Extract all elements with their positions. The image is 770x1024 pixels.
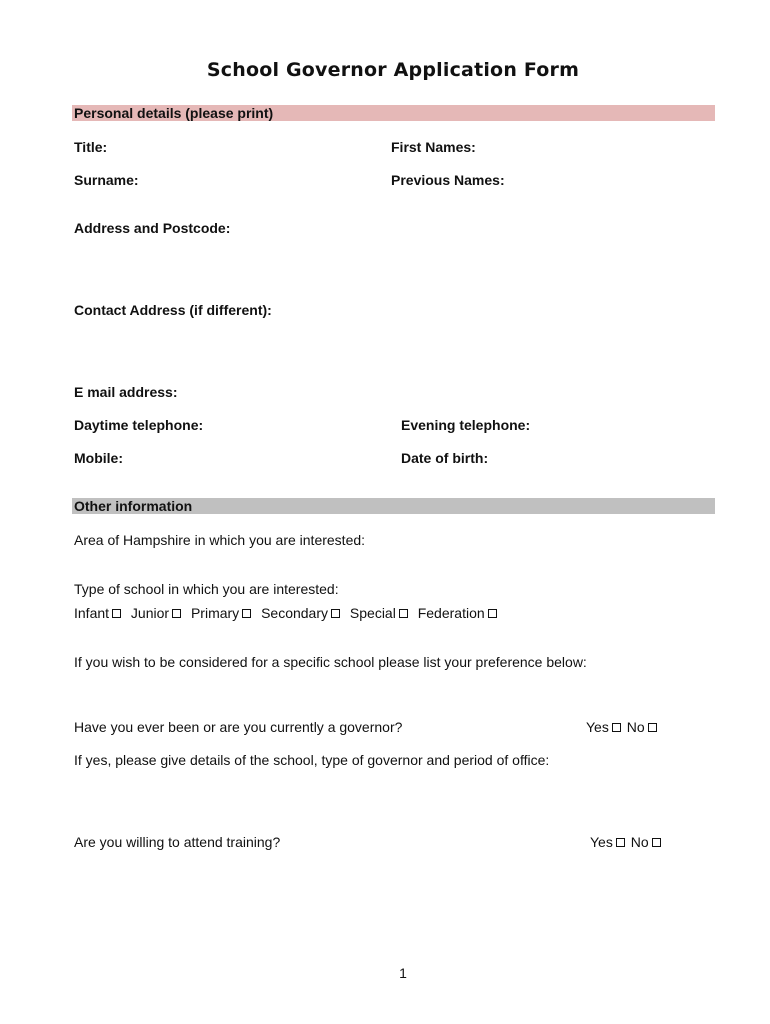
- yes-option[interactable]: [586, 719, 623, 735]
- other-information-heading: Other information: [72, 498, 715, 514]
- checkbox-icon[interactable]: [242, 609, 251, 618]
- yes-label: Yes: [590, 834, 613, 850]
- no-label: No: [630, 834, 649, 850]
- date-of-birth-label: Date of birth:: [401, 450, 489, 466]
- option-label: Secondary: [261, 605, 329, 621]
- yes-label: Yes: [586, 719, 609, 735]
- yes-option[interactable]: [590, 834, 627, 850]
- daytime-telephone-label: Daytime telephone:: [74, 417, 204, 433]
- governor-question: Have you ever been or are you currently a governor?: [74, 719, 403, 735]
- no-label: No: [626, 719, 645, 735]
- option-label: Special: [349, 605, 396, 621]
- option-label: Primary: [190, 605, 240, 621]
- contact-address-label: Contact Address (if different):: [74, 302, 272, 318]
- checkbox-icon[interactable]: [648, 723, 657, 732]
- school-type-option[interactable]: [418, 605, 499, 621]
- mobile-label: Mobile:: [74, 450, 123, 466]
- no-option[interactable]: [627, 719, 659, 735]
- checkbox-icon[interactable]: [616, 838, 625, 847]
- surname-label: Surname:: [74, 172, 139, 188]
- training-yes-no: [590, 834, 663, 850]
- school-type-question: Type of school in which you are interested:: [74, 581, 339, 597]
- area-question: Area of Hampshire in which you are interested:: [74, 532, 366, 548]
- first-names-label: First Names:: [391, 139, 476, 155]
- training-question: Are you willing to attend training?: [74, 834, 281, 850]
- checkbox-icon[interactable]: [172, 609, 181, 618]
- checkbox-icon[interactable]: [399, 609, 408, 618]
- checkbox-icon[interactable]: [112, 609, 121, 618]
- form-title: School Governor Application Form: [206, 59, 580, 81]
- option-label: Federation: [417, 605, 485, 621]
- address-label: Address and Postcode:: [74, 220, 231, 236]
- option-label: Junior: [130, 605, 170, 621]
- email-label: E mail address:: [74, 384, 178, 400]
- checkbox-icon[interactable]: [488, 609, 497, 618]
- previous-names-label: Previous Names:: [391, 172, 505, 188]
- checkbox-icon[interactable]: [652, 838, 661, 847]
- title-label: Title:: [74, 139, 108, 155]
- governor-yes-no: [586, 719, 659, 735]
- no-option[interactable]: [631, 834, 663, 850]
- school-type-option[interactable]: [191, 605, 253, 621]
- option-label: Infant: [74, 605, 110, 621]
- personal-details-heading: Personal details (please print): [72, 105, 715, 121]
- checkbox-icon[interactable]: [612, 723, 621, 732]
- preference-question: If you wish to be considered for a specific school please list your preference below:: [74, 654, 587, 670]
- school-type-option[interactable]: [261, 605, 342, 621]
- governor-details-question: If yes, please give details of the school, type of governor and period of office:: [74, 752, 550, 768]
- evening-telephone-label: Evening telephone:: [401, 417, 531, 433]
- page-number: 1: [399, 965, 407, 981]
- school-type-option[interactable]: [131, 605, 183, 621]
- school-type-option[interactable]: [74, 605, 123, 621]
- school-type-option[interactable]: [350, 605, 410, 621]
- checkbox-icon[interactable]: [331, 609, 340, 618]
- school-type-options: [74, 605, 503, 621]
